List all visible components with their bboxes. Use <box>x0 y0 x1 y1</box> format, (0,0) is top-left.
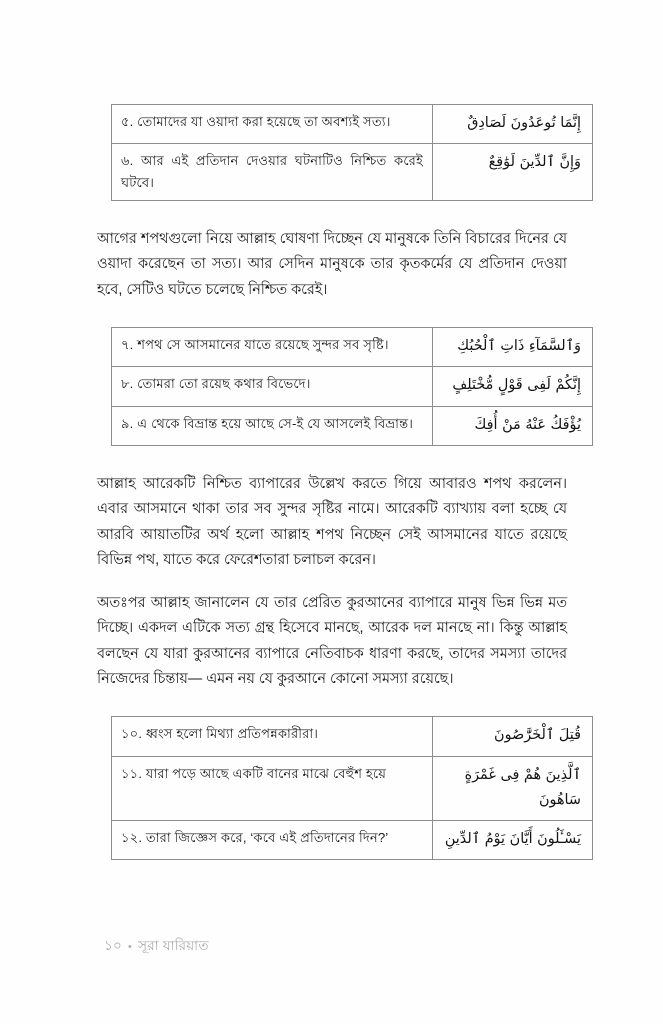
table-row <box>112 756 593 820</box>
page-footer <box>104 936 209 958</box>
verse-text-arabic: وَإِنَّ ٱلدِّينَ لَوَٰقِعٌ <box>433 144 593 201</box>
table-verses-7-9 <box>111 327 593 446</box>
table-row <box>112 406 593 445</box>
spacer <box>96 201 568 227</box>
commentary-paragraph-3: অতঃপর আল্লাহ জানালেন যে তার প্রেরিত কুরআনের ব্যাপারে মানুষ ভিন্ন ভিন্ন মত দিচ্ছে। একদল এটিকে সত্য গ্রন্থ হিসেবে মানছে, আরেক দল মানছে না। কিন্তু আল্লাহ বলছেন যে যারা কুরআনের ব্যাপারে নেতিবাচক ধারণা করছে, তাদের সমস্যা তাদের নিজেদের চিন্তায়— এমন নয় যে কুরআনে কোনো সমস্যা রয়েছে। <box>97 594 567 687</box>
verse-translation-bangla: ৬. আর এই প্রতিদান দেওয়ার ঘটনাটিও নিশ্চিত করেই ঘটবে। <box>112 144 433 201</box>
page-number: ১০ <box>104 938 122 953</box>
table-row <box>112 717 593 756</box>
verse-translation-bangla: ৯. এ থেকে বিভ্রান্ত হয়ে আছে সে-ই যে আসলেই বিভ্রান্ত। <box>112 406 433 445</box>
table-verses-5-6 <box>111 104 593 201</box>
verse-text-arabic: يَسْـَٔلُونَ أَيَّانَ يَوْمُ ٱلدِّينِ <box>433 820 593 859</box>
verse-translation-bangla: ১১. যারা পড়ে আছে একটি বানের মাঝে বেহুঁশ হয়ে <box>112 756 433 820</box>
table-verses-10-12 <box>111 716 593 860</box>
verse-translation-bangla: ১২. তারা জিজ্ঞেস করে, ‘কবে এই প্রতিদানের দিন?’ <box>112 820 433 859</box>
table-row <box>112 328 593 367</box>
bullet-separator-icon: • <box>128 940 133 953</box>
verse-table-verses-7-9 <box>96 327 581 446</box>
spacer <box>96 303 568 327</box>
table-row <box>112 144 593 201</box>
verse-text-arabic: إِنَّكُمْ لَفِى قَوْلٍ مُّخْتَلِفٍ <box>433 367 593 406</box>
verse-text-arabic: ٱلَّذِينَ هُمْ فِى غَمْرَةٍ سَاهُونَ <box>433 756 593 820</box>
verse-text-arabic: وَٱلسَّمَآءِ ذَاتِ ٱلْحُبُكِ <box>433 328 593 367</box>
verse-text-arabic: إِنَّمَا تُوعَدُونَ لَصَادِقٌ <box>433 105 593 144</box>
verse-translation-bangla: ৮. তোমরা তো রয়েছ কথার বিভেদে। <box>112 367 433 406</box>
spacer <box>96 574 568 591</box>
verse-text-arabic: قُتِلَ ٱلْخَرَّٰصُونَ <box>433 717 593 756</box>
table-row <box>112 367 593 406</box>
verse-translation-bangla: ১০. ধ্বংস হলো মিথ্যা প্রতিপন্নকারীরা। <box>112 717 433 756</box>
surah-name: সূরা যারিয়াত <box>138 938 209 953</box>
verse-translation-bangla: ৫. তোমাদের যা ওয়াদা করা হয়েছে তা অবশ্যই সত্য। <box>112 105 433 144</box>
spacer <box>96 692 568 716</box>
verse-table-verses-5-6 <box>96 104 581 201</box>
verse-text-arabic: يُؤْفَكُ عَنْهُ مَنْ أُفِكَ <box>433 406 593 445</box>
verse-translation-bangla: ৭. শপথ সে আসমানের যাতে রয়েছে সুন্দর সব সৃষ্টি। <box>112 328 433 367</box>
table-row <box>112 820 593 859</box>
table-row <box>112 105 593 144</box>
spacer <box>96 446 568 472</box>
verse-table-verses-10-12 <box>96 716 581 860</box>
commentary-paragraph-2: আল্লাহ আরেকটি নিশ্চিত ব্যাপারের উল্লেখ করতে গিয়ে আবারও শপথ করলেন। এবার আসমানে থাকা তার সব সুন্দর সৃষ্টির নামে। আরেকটি ব্যাখ্যায় বলা হচ্ছে যে আরবি আয়াতটির অর্থ হলো আল্লাহ শপথ নিচ্ছেন সেই আসমানের যাতে রয়েছে বিভিন্ন পথ, যাতে করে ফেরেশতারা চলাচল করেন। <box>97 475 567 569</box>
page-content <box>96 104 581 860</box>
commentary-paragraph-1: আগের শপথগুলো নিয়ে আল্লাহ ঘোষণা দিচ্ছেন যে মানুষকে তিনি বিচারের দিনের যে ওয়াদা করেছেন তা সত্য। আর সেদিন মানুষকে তার কৃতকর্মের যে প্রতিদান দেওয়া হবে, সেটিও ঘটতে চলেছে নিশ্চিত করেই। <box>97 230 567 298</box>
